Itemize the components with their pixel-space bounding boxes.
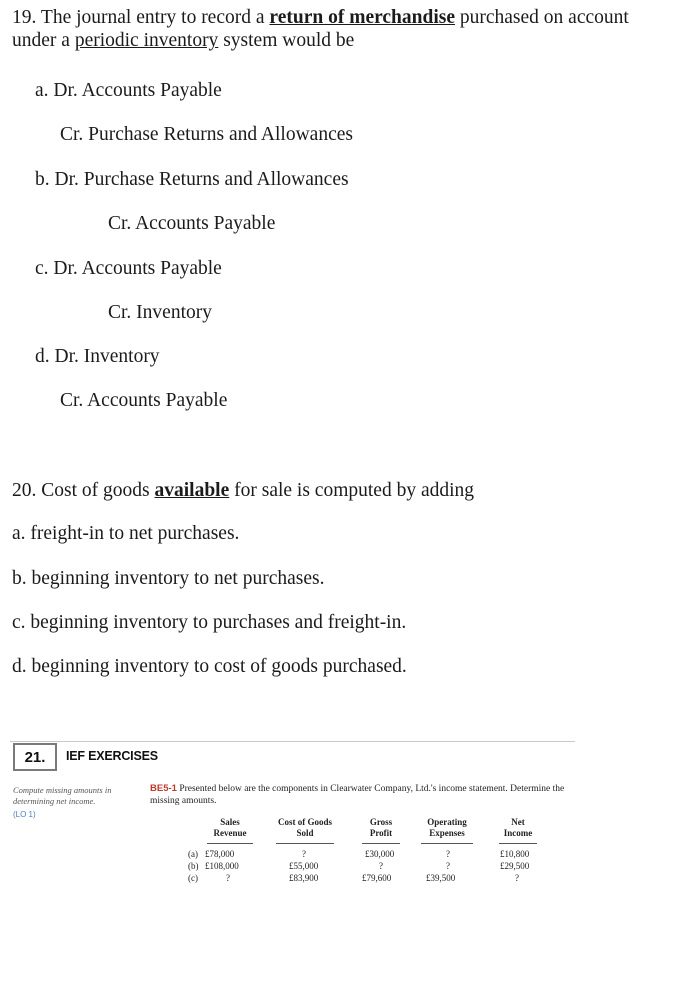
stem-text-before: The journal entry to record a — [40, 7, 265, 28]
stem-text-after: system would be — [223, 30, 355, 52]
q20-option-a: a. freight-in to net purchases. — [12, 523, 240, 544]
option-c-debit: c. Dr. Accounts Payable — [35, 258, 222, 279]
cell-operating-expenses: £39,500 — [426, 873, 456, 883]
row-label: (a) — [188, 849, 198, 859]
cell-operating-expenses: ? — [446, 861, 450, 871]
cell-gross-profit: ? — [379, 861, 383, 871]
learning-objective: (LO 1) — [13, 810, 36, 819]
stem-bold-word: available — [154, 480, 230, 501]
option-b-debit: b. Dr. Purchase Returns and Allowances — [35, 169, 349, 190]
stem-text-mid: purchased on account under a — [12, 7, 629, 52]
option-a-debit: a. Dr. Accounts Payable — [35, 80, 222, 101]
cell-sales: ? — [226, 873, 230, 883]
header-net-income: Net Income — [503, 817, 533, 838]
cell-gross-profit: £79,600 — [362, 873, 392, 883]
stem-bold-phrase: return of merchandise — [269, 7, 455, 28]
margin-note: Compute missing amounts in determining net income. — [13, 785, 112, 806]
q20-option-c: c. beginning inventory to purchases and freight-in. — [12, 612, 407, 633]
stem-text-before: 20. Cost of goods — [12, 480, 150, 501]
exercise-prompt-text: Presented below are the components in Clearwater Company, Ltd.'s income statement. Determine the missing amounts. — [150, 784, 565, 806]
q20-option-b: b. beginning inventory to net purchases. — [12, 568, 325, 589]
header-cogs: Cost of Goods Sold — [277, 817, 332, 838]
option-d-debit: d. Dr. Inventory — [35, 346, 160, 367]
row-label: (c) — [188, 873, 198, 883]
header-underline — [421, 843, 473, 844]
header-underline — [276, 843, 334, 844]
header-underline — [499, 843, 537, 844]
section-divider — [10, 741, 575, 742]
cell-net-income: £29,500 — [500, 861, 530, 871]
cell-gross-profit: £30,000 — [365, 849, 395, 859]
option-a-credit: Cr. Purchase Returns and Allowances — [60, 124, 353, 145]
question-20-stem — [12, 479, 474, 502]
exercise-number: 21. — [13, 743, 57, 771]
cell-net-income: £10,800 — [500, 849, 530, 859]
stem-text-after: for sale is computed by adding — [234, 480, 475, 501]
cell-cogs: £83,900 — [289, 873, 319, 883]
exercise-label: BE5-1 — [150, 783, 177, 794]
cell-sales: £108,000 — [205, 861, 239, 871]
header-underline — [207, 843, 253, 844]
stem-underlined-phrase: periodic inventory — [74, 30, 219, 52]
question-19-stem — [12, 6, 652, 53]
question-number: 19. — [12, 7, 37, 28]
q20-option-d: d. beginning inventory to cost of goods purchased. — [12, 656, 407, 677]
exercise-heading: IEF EXERCISES — [66, 749, 158, 763]
cell-operating-expenses: ? — [446, 849, 450, 859]
header-underline — [362, 843, 400, 844]
option-d-credit: Cr. Accounts Payable — [60, 390, 228, 411]
header-operating-expenses: Operating Expenses — [427, 817, 467, 838]
header-gross-profit: Gross Profit — [369, 817, 393, 838]
cell-cogs: £55,000 — [289, 861, 319, 871]
cell-sales: £78,000 — [205, 849, 235, 859]
row-label: (b) — [188, 861, 199, 871]
option-c-credit: Cr. Inventory — [108, 302, 212, 323]
cell-net-income: ? — [515, 873, 519, 883]
header-sales-revenue: Sales Revenue — [213, 817, 247, 838]
option-b-credit: Cr. Accounts Payable — [108, 213, 276, 234]
cell-cogs: ? — [302, 849, 306, 859]
exercise-prompt — [150, 783, 580, 807]
